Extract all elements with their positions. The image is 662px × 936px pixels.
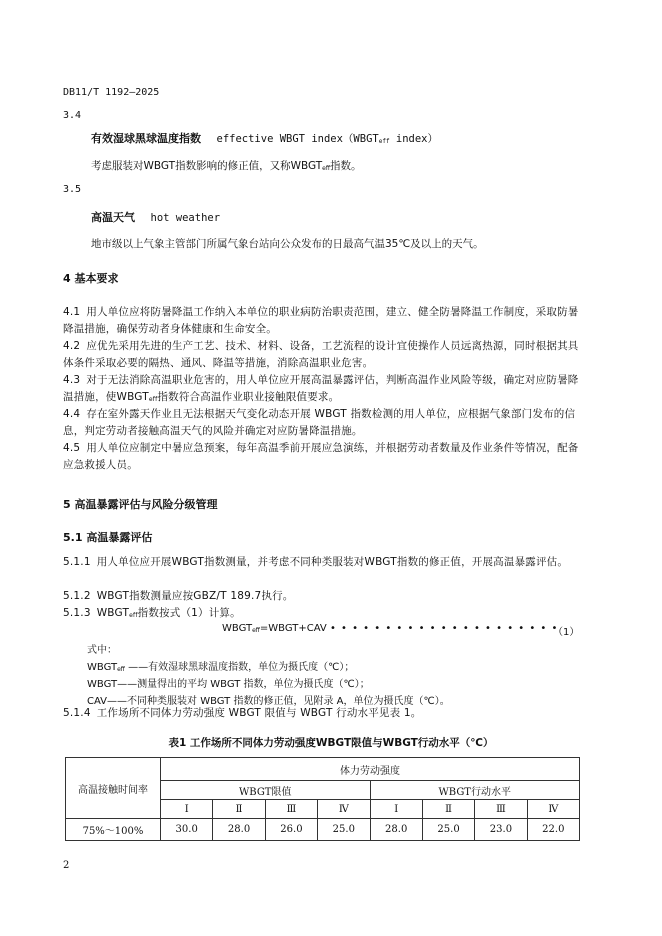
page-number: 2 (63, 860, 70, 871)
term-3-4 (91, 130, 438, 146)
variable-wbgt: WBGT——测量得出的平均 WBGT 指数，单位为摄氏度（℃）； (87, 679, 370, 690)
table-cell: 26.0 (265, 819, 317, 841)
clause-4-2: 4.2 应优先采用先进的生产工艺、技术、材料、设备，工艺流程的设计宜使操作人员远离热源，同时根据其具体条件采取必要的隔热、通风、降温等措施，消除高温职业危害。 (63, 340, 579, 369)
clause-5-1-1: 5.1.1 用人单位应开展WBGT指数测量，并考虑不同种类服装对WBGT指数的修正值，开展高温暴露评估。 (63, 556, 569, 568)
section-4-heading: 4 基本要求 (63, 272, 119, 285)
section-3-5-number: 3.5 (63, 184, 82, 195)
table-level: Ⅲ (265, 800, 317, 819)
table-level: Ⅰ (370, 800, 422, 819)
table-header-action-level: WBGT行动水平 (370, 781, 580, 800)
clause-5-1-3: 5.1.3 WBGTeff指数按式（1）计算。 (63, 607, 241, 619)
clause-4-4: 4.4 存在室外露天作业且无法根据天气变化动态开展 WBGT 指数检测的用人单位，应根据气象部门发布的信息，判定劳动者接触高温天气的风险并确定对应防暑降温措施。 (63, 408, 576, 437)
formula-where: 式中： (87, 645, 117, 656)
table-row-label: 75%～100% (66, 819, 161, 841)
table-level: Ⅲ (475, 800, 527, 819)
table-cell: 25.0 (318, 819, 370, 841)
table-level: Ⅱ (422, 800, 474, 819)
term-3-4-en: effective WBGT index（WBGTeff index） (216, 133, 438, 145)
formula-leader-dots: • • • • • • • • • • • • • • • • • • • • • (329, 623, 559, 634)
table-level: Ⅳ (527, 800, 579, 819)
clause-4-1: 4.1 用人单位应将防暑降温工作纳入本单位的职业病防治职责范围，建立、健全防暑降温工作制度，采取防暑降温措施，确保劳动者身体健康和生命安全。 (63, 306, 579, 335)
definition-3-4: 考虑服装对WBGT指数影响的修正值，又称WBGTeff指数。 (91, 160, 362, 172)
term-3-5 (91, 209, 220, 225)
section-5-1-heading: 5.1 高温暴露评估 (63, 531, 153, 544)
table-cell: 25.0 (422, 819, 474, 841)
term-3-5-en: hot weather (150, 212, 221, 224)
table-1-caption: 表1 工作场所不同体力劳动强度WBGT限值与WBGT行动水平（℃） (168, 737, 494, 749)
table-group-header: 体力劳动强度 (161, 758, 580, 781)
formula-1: WBGTeff=WBGT+CAV • • • • • • • • • • • • • • • • • • • • • (222, 623, 559, 634)
variable-wbgt-eff: WBGTeff ——有效湿球黑球温度指数，单位为摄氏度（℃）； (87, 662, 355, 673)
table-row-header: 高温接触时间率 (66, 758, 161, 819)
section-5-heading: 5 高温暴露评估与风险分级管理 (63, 498, 218, 511)
clause-4-3: 4.3 对于无法消除高温职业危害的，用人单位应开展高温暴露评估，判断高温作业风险等级，确定对应防暑降温措施，使WBGTeff指数符合高温作业职业接触限值要求。 (63, 374, 579, 403)
formula-1-number: （1） (553, 627, 580, 638)
table-level: Ⅰ (161, 800, 213, 819)
table-row (66, 819, 580, 841)
document-id: DB11/T 1192—2025 (63, 87, 160, 98)
table-header-wbgt-limit: WBGT限值 (161, 781, 371, 800)
term-3-5-cn: 高温天气 (91, 211, 135, 224)
table-cell: 28.0 (370, 819, 422, 841)
table-level: Ⅳ (318, 800, 370, 819)
section-3-4-number: 3.4 (63, 110, 82, 121)
table-level: Ⅱ (213, 800, 265, 819)
term-3-4-cn: 有效湿球黑球温度指数 (91, 132, 201, 145)
table-cell: 22.0 (527, 819, 579, 841)
clause-5-1-2: 5.1.2 WBGT指数测量应按GBZ/T 189.7执行。 (63, 590, 294, 602)
clause-5-1-4: 5.1.4 工作场所不同体力劳动强度 WBGT 限值与 WBGT 行动水平见表 1。 (63, 707, 422, 719)
variable-cav: CAV——不同种类服装对 WBGT 指数的修正值，见附录 A，单位为摄氏度（℃）。 (87, 696, 450, 707)
table-1 (65, 757, 580, 841)
clause-4-5: 4.5 用人单位应制定中暑应急预案，每年高温季前开展应急演练，并根据劳动者数量及作业条件等情况，配备应急救援人员。 (63, 442, 579, 471)
table-cell: 28.0 (213, 819, 265, 841)
table-cell: 30.0 (161, 819, 213, 841)
definition-3-5: 地市级以上气象主管部门所属气象台站向公众发布的日最高气温35℃及以上的天气。 (91, 238, 484, 250)
table-cell: 23.0 (475, 819, 527, 841)
